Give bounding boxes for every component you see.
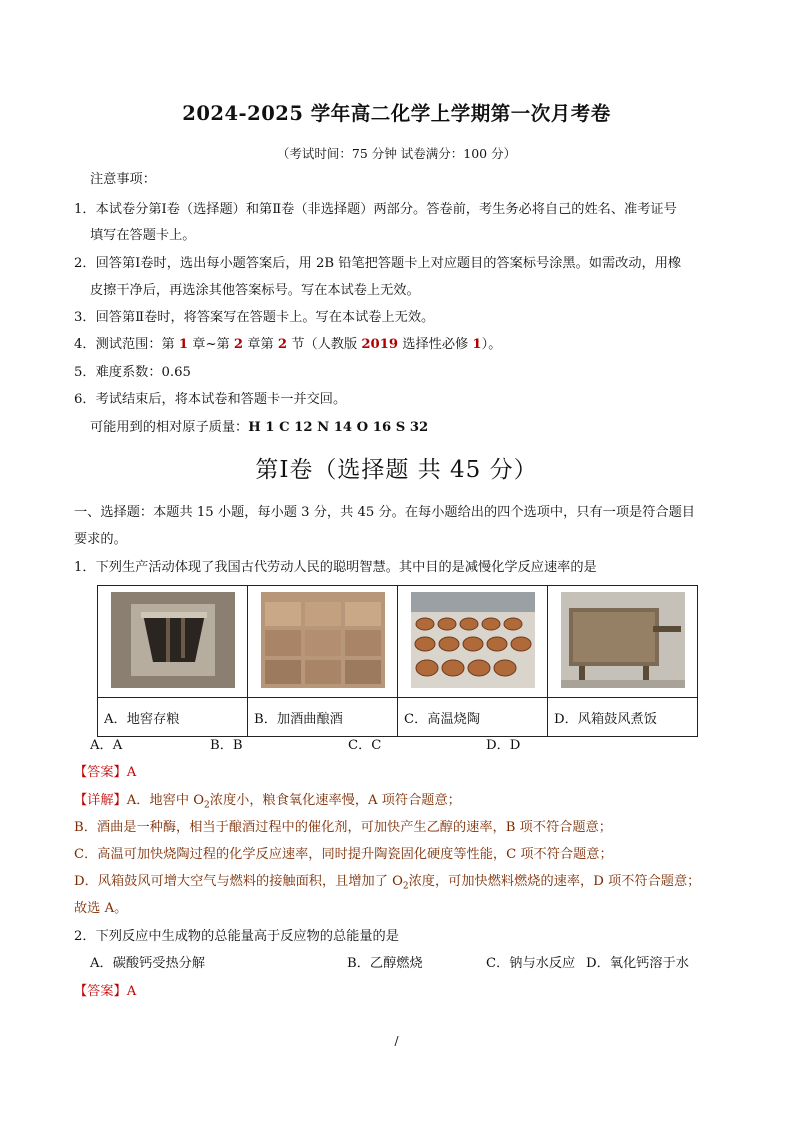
q1-image-cell-b <box>248 586 398 698</box>
q1-image-cell-a <box>98 586 248 698</box>
notice-1b: 填写在答题卡上。 <box>90 228 196 243</box>
notice-4-mid4: 选择性必修 <box>398 337 473 352</box>
volume-number: 1 <box>472 337 482 352</box>
cellar-image <box>111 592 235 688</box>
notice-2a: 2．回答第Ⅰ卷时，选出每小题答案后，用 2B 铅笔把答题卡上对应题目的答案标号涂黑。如需改动，用橡 <box>74 256 682 271</box>
q1-option-a: A．A <box>90 738 123 753</box>
q1-answer-label: 【答案】 <box>74 765 127 780</box>
q1-caption-c: C．高温烧陶 <box>398 698 548 737</box>
pottery-image <box>411 592 535 688</box>
q1-detail-c: C．高温可加快烧陶过程的化学反应速率，同时提升陶瓷固化硬度等性能，C 项不符合题意； <box>74 847 613 862</box>
edition-year: 2019 <box>361 337 399 352</box>
instructions-line-1: 一、选择题：本题共 15 小题，每小题 3 分，共 45 分。在每小题给出的四个选项中，只有一项是符合题目 <box>74 505 695 520</box>
instructions-line-2: 要求的。 <box>74 532 127 547</box>
q1-detail-a-post: 浓度小，粮食氧化速率慢，A 项符合题意； <box>209 793 461 808</box>
atomic-masses-values: H 1 C 12 N 14 O 16 S 32 <box>248 420 429 435</box>
q1-stem: 1．下列生产活动体现了我国古代劳动人民的聪明智慧。其中目的是减慢化学反应速率的是 <box>74 560 597 575</box>
q1-conclusion: 故选 A。 <box>74 901 128 916</box>
q1-option-c: C．C <box>348 738 382 753</box>
q1-detail-a-pre: A．地窖中 O <box>126 793 205 808</box>
q2-answer-label: 【答案】 <box>74 984 127 999</box>
q1-detail-d-sub: 2 <box>402 881 409 892</box>
notice-3: 3．回答第Ⅱ卷时，将答案写在答题卡上。写在本试卷上无效。 <box>74 310 435 325</box>
q2-answer <box>74 982 136 1002</box>
q1-image-table <box>97 585 698 737</box>
q1-image-cell-d <box>548 586 698 698</box>
bellows-image <box>561 592 685 688</box>
atomic-masses <box>90 418 428 438</box>
notice-2b: 皮擦干净后，再选涂其他答案标号。写在本试卷上无效。 <box>90 283 420 298</box>
notice-4 <box>74 335 501 355</box>
q1-detail-label: 【详解】 <box>74 793 127 808</box>
q1-answer-value: A <box>126 765 137 780</box>
page-number: / <box>394 1034 399 1048</box>
q1-detail-d-post: 浓度，可加快燃料燃烧的速率，D 项不符合题意； <box>408 874 701 889</box>
chapter-start: 1 <box>178 337 189 352</box>
notice-6: 6．考试结束后，将本试卷和答题卡一并交回。 <box>74 392 347 407</box>
q2-option-b: B．乙醇燃烧 <box>347 956 423 971</box>
notice-4-pre: 4．测试范围：第 <box>74 337 179 352</box>
q1-detail-a <box>74 791 461 816</box>
section-end: 2 <box>277 337 288 352</box>
exam-subtitle: （考试时间：75 分钟 试卷满分：100 分） <box>276 146 517 161</box>
q1-detail-b: B．酒曲是一种酶，相当于酿酒过程中的催化剂，可加快产生乙醇的速率，B 项不符合题意； <box>74 820 612 835</box>
section-title: 第Ⅰ卷（选择题 共 45 分） <box>255 457 538 483</box>
q1-detail-a-sub: 2 <box>204 800 210 811</box>
notice-1a: 1．本试卷分第Ⅰ卷（选择题）和第Ⅱ卷（非选择题）两部分。答卷前，考生务必将自己的姓名、准考证号 <box>74 202 677 217</box>
q2-option-d: D．氧化钙溶于水 <box>586 956 689 971</box>
notice-5: 5．难度系数：0.65 <box>74 365 191 380</box>
q2-option-a: A．碳酸钙受热分解 <box>90 956 206 971</box>
distiller-yeast-image <box>261 592 385 688</box>
exam-title: 2024-2025 学年高二化学上学期第一次月考卷 <box>182 102 611 125</box>
q2-answer-value: A <box>126 984 137 999</box>
notice-4-end: ）。 <box>481 337 502 352</box>
q1-detail-d-pre: D．风箱鼓风可增大空气与燃料的接触面积，且增加了 O <box>74 874 403 889</box>
q1-option-d: D．D <box>486 738 521 753</box>
q1-caption-b: B．加酒曲酿酒 <box>248 698 398 737</box>
q1-caption-a: A．地窖存粮 <box>98 698 248 737</box>
notice-4-mid1: 章~第 <box>188 337 234 352</box>
notice-4-mid3: 节（人教版 <box>287 337 362 352</box>
q1-image-cell-c <box>398 586 548 698</box>
q1-option-b: B．B <box>210 738 243 753</box>
atomic-masses-label: 可能用到的相对原子质量： <box>90 420 249 435</box>
q1-answer <box>74 763 136 783</box>
q1-caption-d: D．风箱鼓风煮饭 <box>548 698 698 737</box>
notice-4-mid2: 章第 <box>243 337 278 352</box>
q2-option-c: C．钠与水反应 <box>486 956 576 971</box>
q2-stem: 2．下列反应中生成物的总能量高于反应物的总能量的是 <box>74 929 399 944</box>
q1-detail-d <box>74 872 700 897</box>
notice-heading: 注意事项： <box>90 172 156 187</box>
chapter-end: 2 <box>233 337 244 352</box>
